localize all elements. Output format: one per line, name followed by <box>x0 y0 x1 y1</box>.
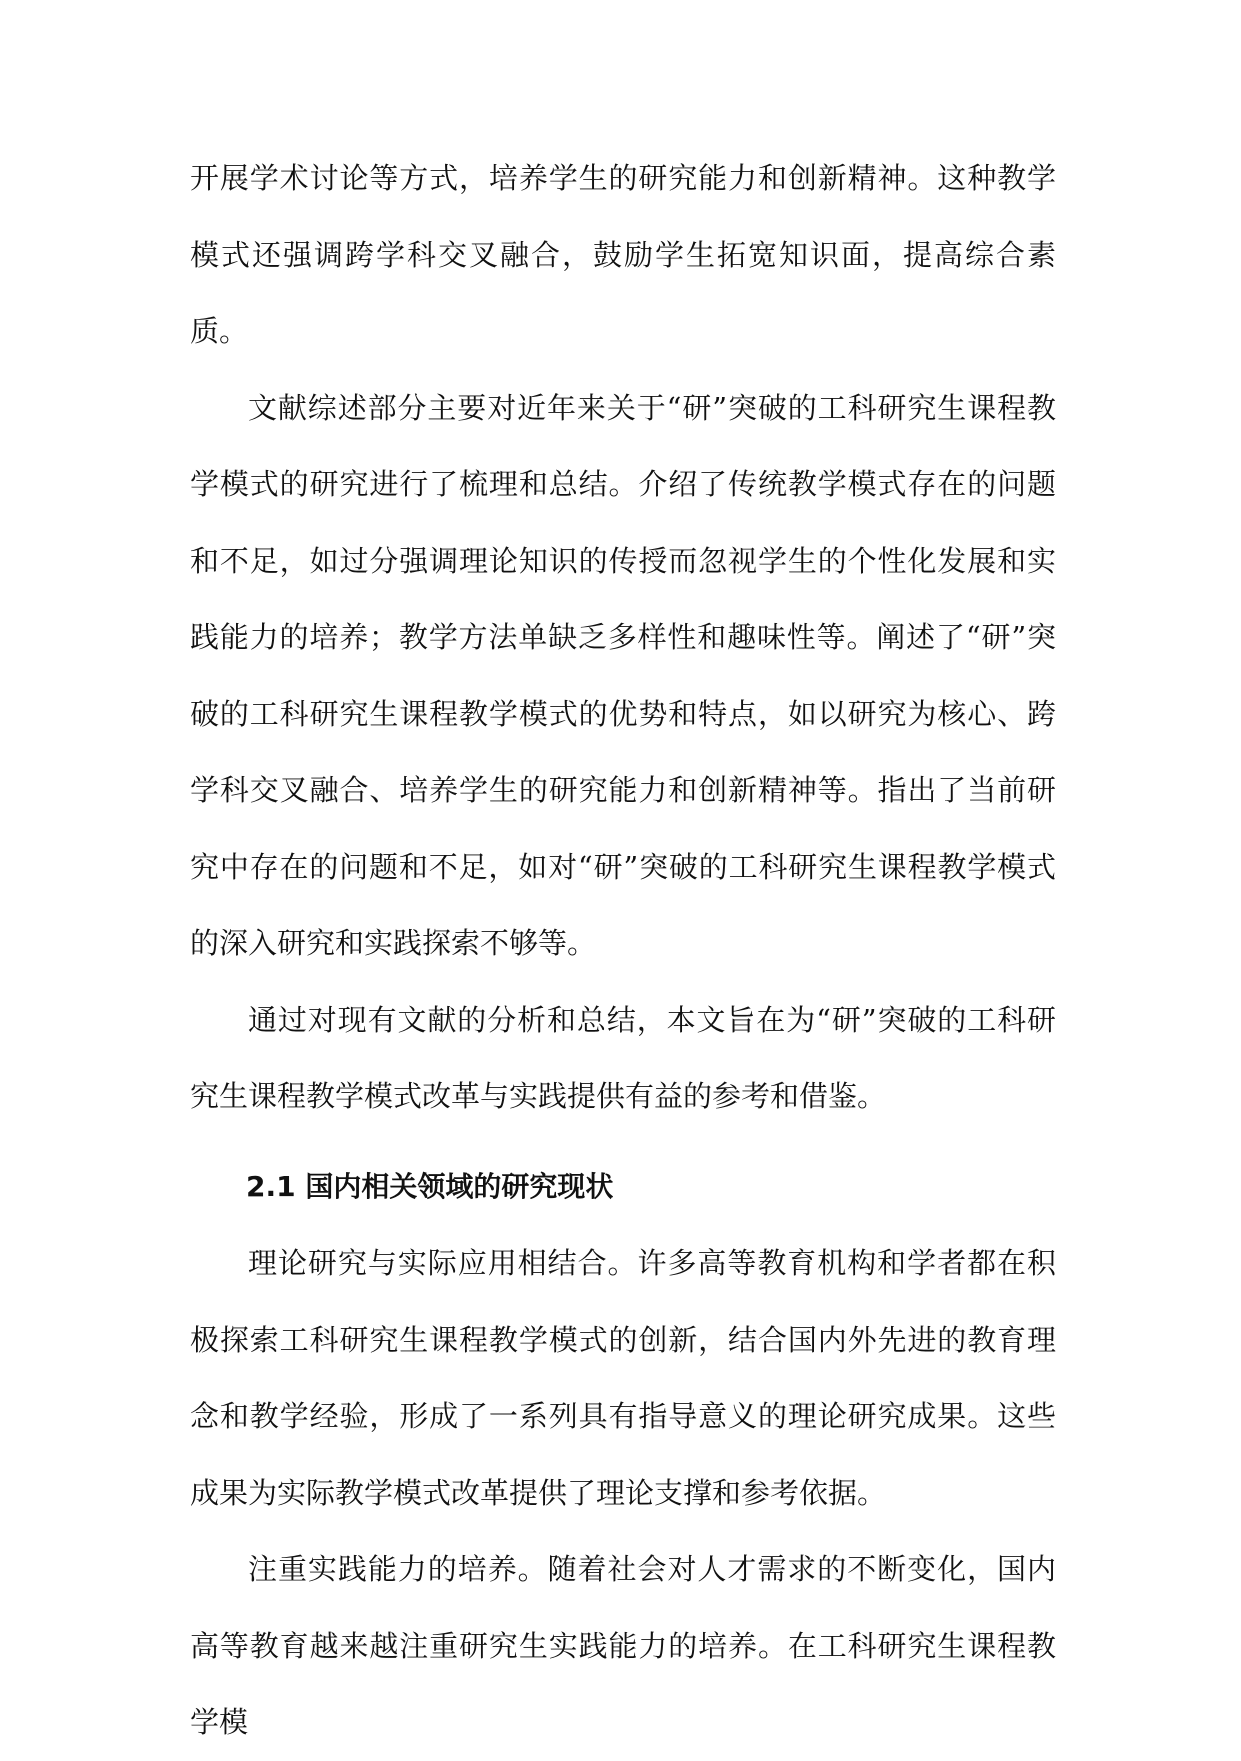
paragraph-purpose: 通过对现有文献的分析和总结，本文旨在为“研”突破的工科研究生课程教学模式改革与实践提供有益的参考和借鉴。 <box>190 1002 1056 1113</box>
paragraph-theory-practice: 理论研究与实际应用相结合。许多高等教育机构和学者都在积极探索工科研究生课程教学模式的创新，结合国内外先进的教育理念和教学经验，形成了一系列具有指导意义的理论研究成果。这些成果为实际教学模式改革提供了理论支撑和参考依据。 <box>190 1246 1056 1510</box>
paragraph-practical-ability: 注重实践能力的培养。随着社会对人才需求的不断变化，国内高等教育越来越注重研究生实践能力的培养。在工科研究生课程教学模 <box>190 1552 1056 1739</box>
paragraph-continued: 开展学术讨论等方式，培养学生的研究能力和创新精神。这种教学模式还强调跨学科交叉融合，鼓励学生拓宽知识面，提高综合素质。 <box>190 161 1056 348</box>
paragraph-literature-review: 文献综述部分主要对近年来关于“研”突破的工科研究生课程教学模式的研究进行了梳理和总结。介绍了传统教学模式存在的问题和不足，如过分强调理论知识的传授而忽视学生的个性化发展和实践能力的培养；教学方法单缺乏多样性和趣味性等。阐述了“研”突破的工科研究生课程教学模式的优势和特点，如以研究为核心、跨学科交叉融合、培养学生的研究能力和创新精神等。指出了当前研究中存在的问题和不足，如对“研”突破的工科研究生课程教学模式的深入研究和实践探索不够等。 <box>190 390 1056 960</box>
section-heading: 2.1 国内相关领域的研究现状 <box>246 1169 614 1203</box>
document-body <box>190 140 1056 1761</box>
